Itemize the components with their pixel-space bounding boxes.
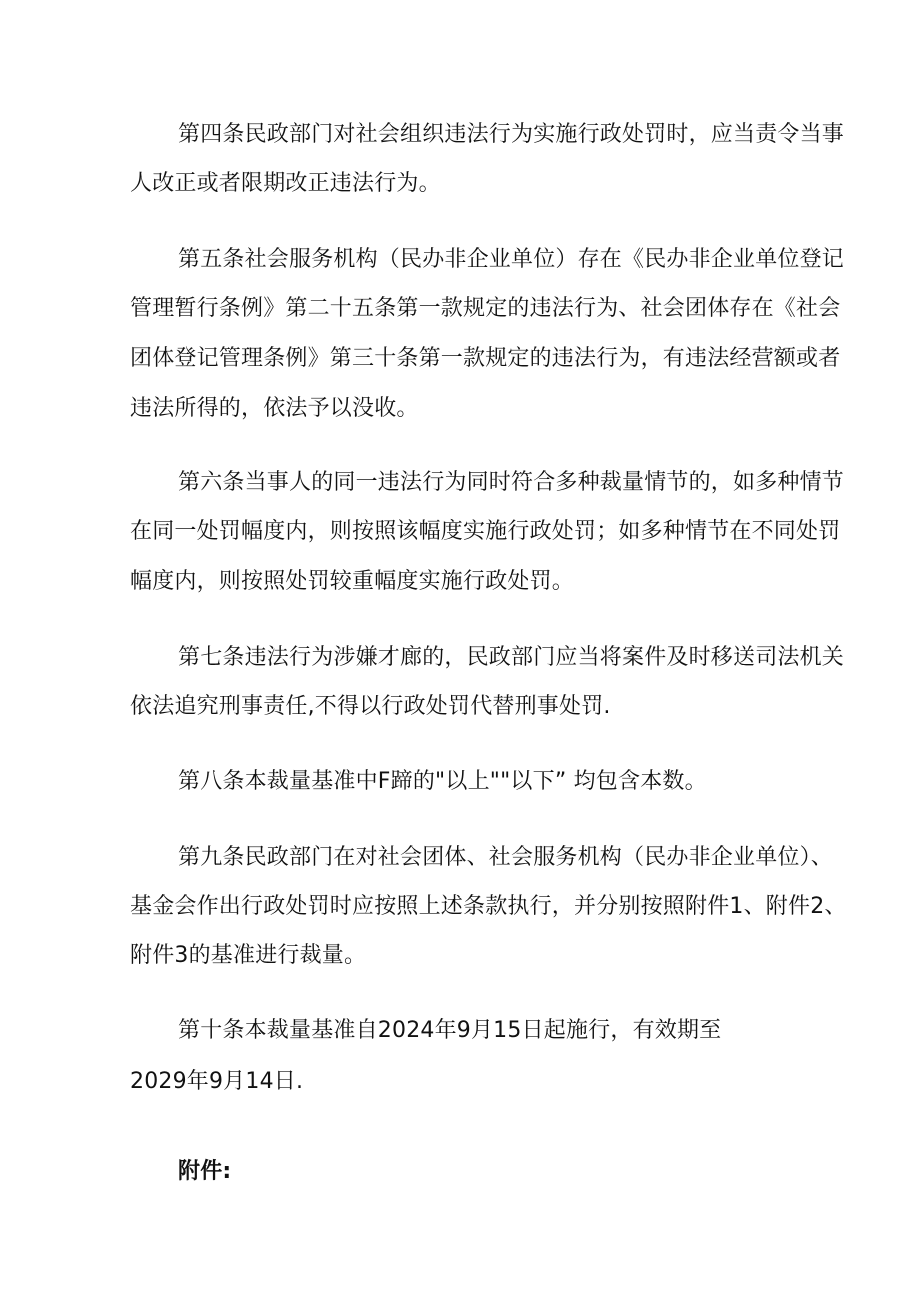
article-9-line-3: 附件3的基准进行裁量。 <box>130 943 367 968</box>
article-6-line-1: 第六条当事人的同一违法行为同时符合多种裁量情节的，如多种情节 <box>178 470 845 495</box>
article-5-line-2: 管理暂行条例》第二十五条第一款规定的违法行为、社会团体存在《社会 <box>130 296 841 321</box>
article-10-line-1: 第十条本裁量基准自2024年9月15日起施行，有效期至 <box>178 1018 722 1043</box>
article-9-line-2: 基金会作出行政处罚时应按照上述条款执行，并分别按照附件1、附件2、 <box>130 894 847 919</box>
article-4-line-2: 人改正或者限期改正违法行为。 <box>130 171 441 196</box>
article-6-line-2: 在同一处罚幅度内，则按照该幅度实施行政处罚；如多种情节在不同处罚 <box>130 519 841 544</box>
article-10-line-2: 2029年9月14日. <box>130 1069 304 1094</box>
article-7-line-1: 第七条违法行为涉嫌才廊的，民政部门应当将案件及时移送司法机关 <box>178 645 845 670</box>
article-4-line-1: 第四条民政部门对社会组织违法行为实施行政处罚时，应当责令当事 <box>178 122 845 147</box>
article-9-line-1: 第九条民政部门在对社会团体、社会服务机构（民办非企业单位）、 <box>178 845 834 870</box>
article-5-line-1: 第五条社会服务机构（民办非企业单位）存在《民办非企业单位登记 <box>178 247 845 272</box>
article-5-line-4: 违法所得的，依法予以没收。 <box>130 396 419 421</box>
article-5-line-3: 团体登记管理条例》第三十条第一款规定的违法行为，有违法经营额或者 <box>130 346 841 371</box>
article-8-line-1: 第八条本裁量基准中F蹄的"以上""以下” 均包含本数。 <box>178 769 707 794</box>
article-6-line-3: 幅度内，则按照处罚较重幅度实施行政处罚。 <box>130 569 575 594</box>
attachments-heading: 附件: <box>178 1159 232 1184</box>
article-7-line-2: 依法追究刑事责任,不得以行政处罚代替刑事处罚. <box>130 694 611 719</box>
